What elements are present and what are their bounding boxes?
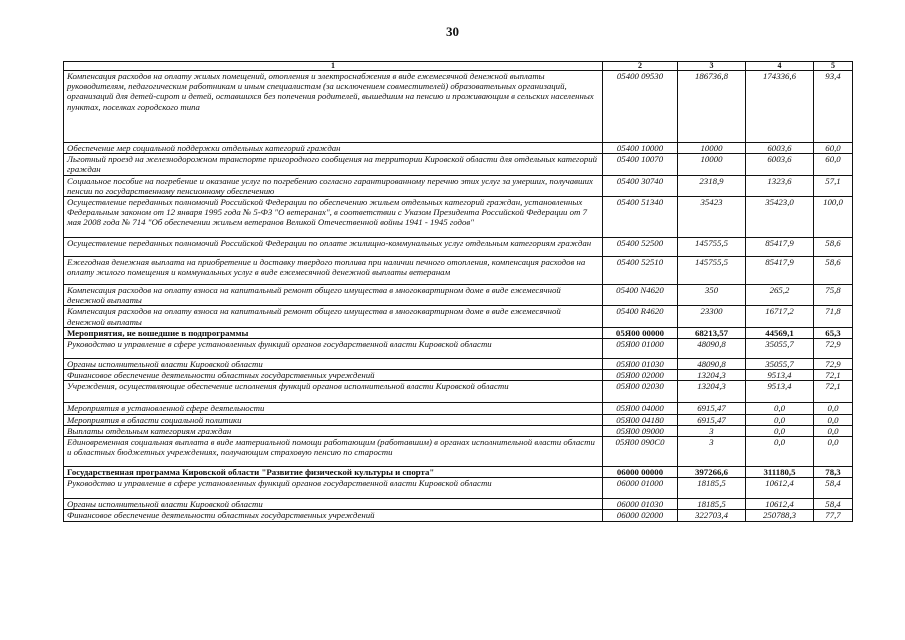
row-plan-value: 13204,3 — [678, 370, 746, 381]
table-row — [64, 175, 853, 196]
row-plan-value: 6915,47 — [678, 414, 746, 425]
row-code: 05Я00 04180 — [603, 414, 678, 425]
row-name: Единовременная социальная выплата в виде материальной помощи работающим (работавшим) в органах исполнительной власти области и областных бюджетных учреждениях, получающим страховую пенсию по старости — [64, 437, 603, 467]
row-name: Руководство и управление в сфере установленных функций органов государственной власти Кировской области — [64, 478, 603, 499]
row-code: 05Я00 02030 — [603, 381, 678, 403]
row-plan-value: 3 — [678, 437, 746, 467]
table-row — [64, 327, 853, 338]
table-row — [64, 359, 853, 370]
row-percent: 0,0 — [814, 425, 853, 436]
table-row — [64, 499, 853, 510]
row-actual-value: 9513,4 — [746, 381, 814, 403]
row-percent: 0,0 — [814, 437, 853, 467]
table-row — [64, 197, 853, 238]
row-name: Компенсация расходов на оплату жилых помещений, отопления и электроснабжения в виде ежемесячной денежной выплаты руководителям, педагогическим работникам и иным специалистам (за исключением совместителей) образовательных организаций, организаций для детей-сирот и детей, оставшихся без попечения родителей, вышедшим на пенсию и проживающим в сельских населенных пунктах, поселках городского типа — [64, 71, 603, 143]
row-plan-value: 18185,5 — [678, 499, 746, 510]
row-actual-value: 35423,0 — [746, 197, 814, 238]
row-name: Финансовое обеспечение деятельности областных государственных учреждений — [64, 510, 603, 521]
table-row — [64, 414, 853, 425]
row-actual-value: 85417,9 — [746, 238, 814, 257]
row-plan-value: 18185,5 — [678, 478, 746, 499]
row-percent: 58,4 — [814, 478, 853, 499]
row-percent: 93,4 — [814, 71, 853, 143]
page-number: 30 — [446, 24, 459, 39]
row-actual-value: 311180,5 — [746, 467, 814, 478]
row-plan-value: 322703,4 — [678, 510, 746, 521]
row-plan-value: 145755,5 — [678, 257, 746, 285]
row-code: 05Я00 02000 — [603, 370, 678, 381]
row-plan-value: 48090,8 — [678, 339, 746, 359]
header-row — [64, 62, 853, 71]
row-name: Ежегодная денежная выплата на приобретение и доставку твердого топлива при наличии печного отопления, компенсация расходов на оплату жилого помещения и коммунальных услуг в виде ежемесячной денежной выплаты ветеранам — [64, 257, 603, 285]
table-row — [64, 257, 853, 285]
row-actual-value: 0,0 — [746, 425, 814, 436]
row-code: 05Я00 00000 — [603, 327, 678, 338]
row-actual-value: 6003,6 — [746, 143, 814, 154]
row-actual-value: 10612,4 — [746, 478, 814, 499]
row-percent: 75,8 — [814, 285, 853, 306]
row-plan-value: 186736,8 — [678, 71, 746, 143]
table-row — [64, 467, 853, 478]
table-row — [64, 510, 853, 521]
row-code: 05Я00 090С0 — [603, 437, 678, 467]
row-name: Финансовое обеспечение деятельности областных государственных учреждений — [64, 370, 603, 381]
row-actual-value: 35055,7 — [746, 359, 814, 370]
column-header: 4 — [746, 62, 814, 71]
table-row — [64, 238, 853, 257]
column-header: 3 — [678, 62, 746, 71]
table-row — [64, 437, 853, 467]
table-body — [64, 71, 853, 522]
row-code: 05400 N4620 — [603, 285, 678, 306]
row-actual-value: 250788,3 — [746, 510, 814, 521]
row-name: Выплаты отдельным категориям граждан — [64, 425, 603, 436]
row-code: 06000 00000 — [603, 467, 678, 478]
row-percent: 72,9 — [814, 339, 853, 359]
row-code: 05400 09530 — [603, 71, 678, 143]
row-actual-value: 9513,4 — [746, 370, 814, 381]
row-actual-value: 85417,9 — [746, 257, 814, 285]
row-percent: 72,1 — [814, 370, 853, 381]
row-plan-value: 6915,47 — [678, 403, 746, 414]
row-actual-value: 0,0 — [746, 437, 814, 467]
row-code: 05400 51340 — [603, 197, 678, 238]
row-name: Осуществление переданных полномочий Российской Федерации по оплате жилищно-коммунальных услуг отдельным категориям граждан — [64, 238, 603, 257]
row-name: Государственная программа Кировской области "Развитие физической культуры и спорта" — [64, 467, 603, 478]
row-actual-value: 10612,4 — [746, 499, 814, 510]
row-code: 05400 10070 — [603, 154, 678, 175]
table-row — [64, 143, 853, 154]
row-percent: 72,9 — [814, 359, 853, 370]
table-row — [64, 339, 853, 359]
row-code: 05Я00 09000 — [603, 425, 678, 436]
row-percent: 60,0 — [814, 154, 853, 175]
row-percent: 65,3 — [814, 327, 853, 338]
row-name: Социальное пособие на погребение и оказание услуг по погребению согласно гарантированному перечню этих услуг за умерших, получавших пенсии по государственному пенсионному обеспечению — [64, 175, 603, 196]
row-percent: 71,8 — [814, 306, 853, 327]
row-actual-value: 0,0 — [746, 414, 814, 425]
row-percent: 57,1 — [814, 175, 853, 196]
table-row — [64, 154, 853, 175]
row-plan-value: 397266,6 — [678, 467, 746, 478]
table-row — [64, 71, 853, 143]
row-actual-value: 44569,1 — [746, 327, 814, 338]
row-percent: 100,0 — [814, 197, 853, 238]
row-actual-value: 6003,6 — [746, 154, 814, 175]
table-row — [64, 478, 853, 499]
row-percent: 78,3 — [814, 467, 853, 478]
row-actual-value: 1323,6 — [746, 175, 814, 196]
column-header: 1 — [64, 62, 603, 71]
row-percent: 0,0 — [814, 403, 853, 414]
row-name: Компенсация расходов на оплату взноса на капитальный ремонт общего имущества в многоквартирном доме в виде ежемесячной денежной выплаты — [64, 306, 603, 327]
row-name: Мероприятия в установленной сфере деятельности — [64, 403, 603, 414]
row-code: 05Я00 01030 — [603, 359, 678, 370]
column-header: 2 — [603, 62, 678, 71]
row-actual-value: 35055,7 — [746, 339, 814, 359]
row-plan-value: 48090,8 — [678, 359, 746, 370]
table-row — [64, 370, 853, 381]
row-code: 05Я00 04000 — [603, 403, 678, 414]
row-code: 06000 01000 — [603, 478, 678, 499]
row-percent: 72,1 — [814, 381, 853, 403]
row-percent: 58,4 — [814, 499, 853, 510]
row-code: 06000 01030 — [603, 499, 678, 510]
row-percent: 58,6 — [814, 257, 853, 285]
row-percent: 77,7 — [814, 510, 853, 521]
row-name: Льготный проезд на железнодорожном транспорте пригородного сообщения на территории Кировской области для отдельных категорий граждан — [64, 154, 603, 175]
row-percent: 58,6 — [814, 238, 853, 257]
row-code: 06000 02000 — [603, 510, 678, 521]
column-header: 5 — [814, 62, 853, 71]
row-code: 05400 10000 — [603, 143, 678, 154]
table-row — [64, 285, 853, 306]
row-code: 05400 30740 — [603, 175, 678, 196]
row-plan-value: 145755,5 — [678, 238, 746, 257]
row-name: Мероприятия в области социальной политики — [64, 414, 603, 425]
row-code: 05Я00 01000 — [603, 339, 678, 359]
row-code: 05400 R4620 — [603, 306, 678, 327]
row-code: 05400 52500 — [603, 238, 678, 257]
table-row — [64, 306, 853, 327]
row-plan-value: 23300 — [678, 306, 746, 327]
table-row — [64, 425, 853, 436]
row-name: Осуществление переданных полномочий Российской Федерации по обеспечению жильем отдельных категорий граждан, установленных Федеральным законом от 12 января 1995 года № 5-ФЗ "О ветеранах", в соответствии с Указом Президента Российской Федерации от 7 мая 2008 года № 714 "Об обеспечении жильем ветеранов Великой Отечественной войны 1941 - 1945 годов" — [64, 197, 603, 238]
row-actual-value: 174336,6 — [746, 71, 814, 143]
row-name: Компенсация расходов на оплату взноса на капитальный ремонт общего имущества в многоквартирном доме в виде ежемесячной денежной выплаты — [64, 285, 603, 306]
row-plan-value: 3 — [678, 425, 746, 436]
row-actual-value: 16717,2 — [746, 306, 814, 327]
budget-table — [63, 61, 853, 522]
row-name: Органы исполнительной власти Кировской области — [64, 359, 603, 370]
row-percent: 0,0 — [814, 414, 853, 425]
table-row — [64, 403, 853, 414]
row-plan-value: 10000 — [678, 154, 746, 175]
row-actual-value: 265,2 — [746, 285, 814, 306]
row-plan-value: 10000 — [678, 143, 746, 154]
row-plan-value: 68213,57 — [678, 327, 746, 338]
row-plan-value: 2318,9 — [678, 175, 746, 196]
row-percent: 60,0 — [814, 143, 853, 154]
row-actual-value: 0,0 — [746, 403, 814, 414]
row-plan-value: 350 — [678, 285, 746, 306]
row-name: Обеспечение мер социальной поддержки отдельных категорий граждан — [64, 143, 603, 154]
row-code: 05400 52510 — [603, 257, 678, 285]
row-plan-value: 35423 — [678, 197, 746, 238]
table-row — [64, 381, 853, 403]
row-name: Мероприятия, не вошедшие в подпрограммы — [64, 327, 603, 338]
row-name: Органы исполнительной власти Кировской области — [64, 499, 603, 510]
row-plan-value: 13204,3 — [678, 381, 746, 403]
row-name: Руководство и управление в сфере установленных функций органов государственной власти Кировской области — [64, 339, 603, 359]
row-name: Учреждения, осуществляющие обеспечение исполнения функций органов исполнительной власти Кировской области — [64, 381, 603, 403]
